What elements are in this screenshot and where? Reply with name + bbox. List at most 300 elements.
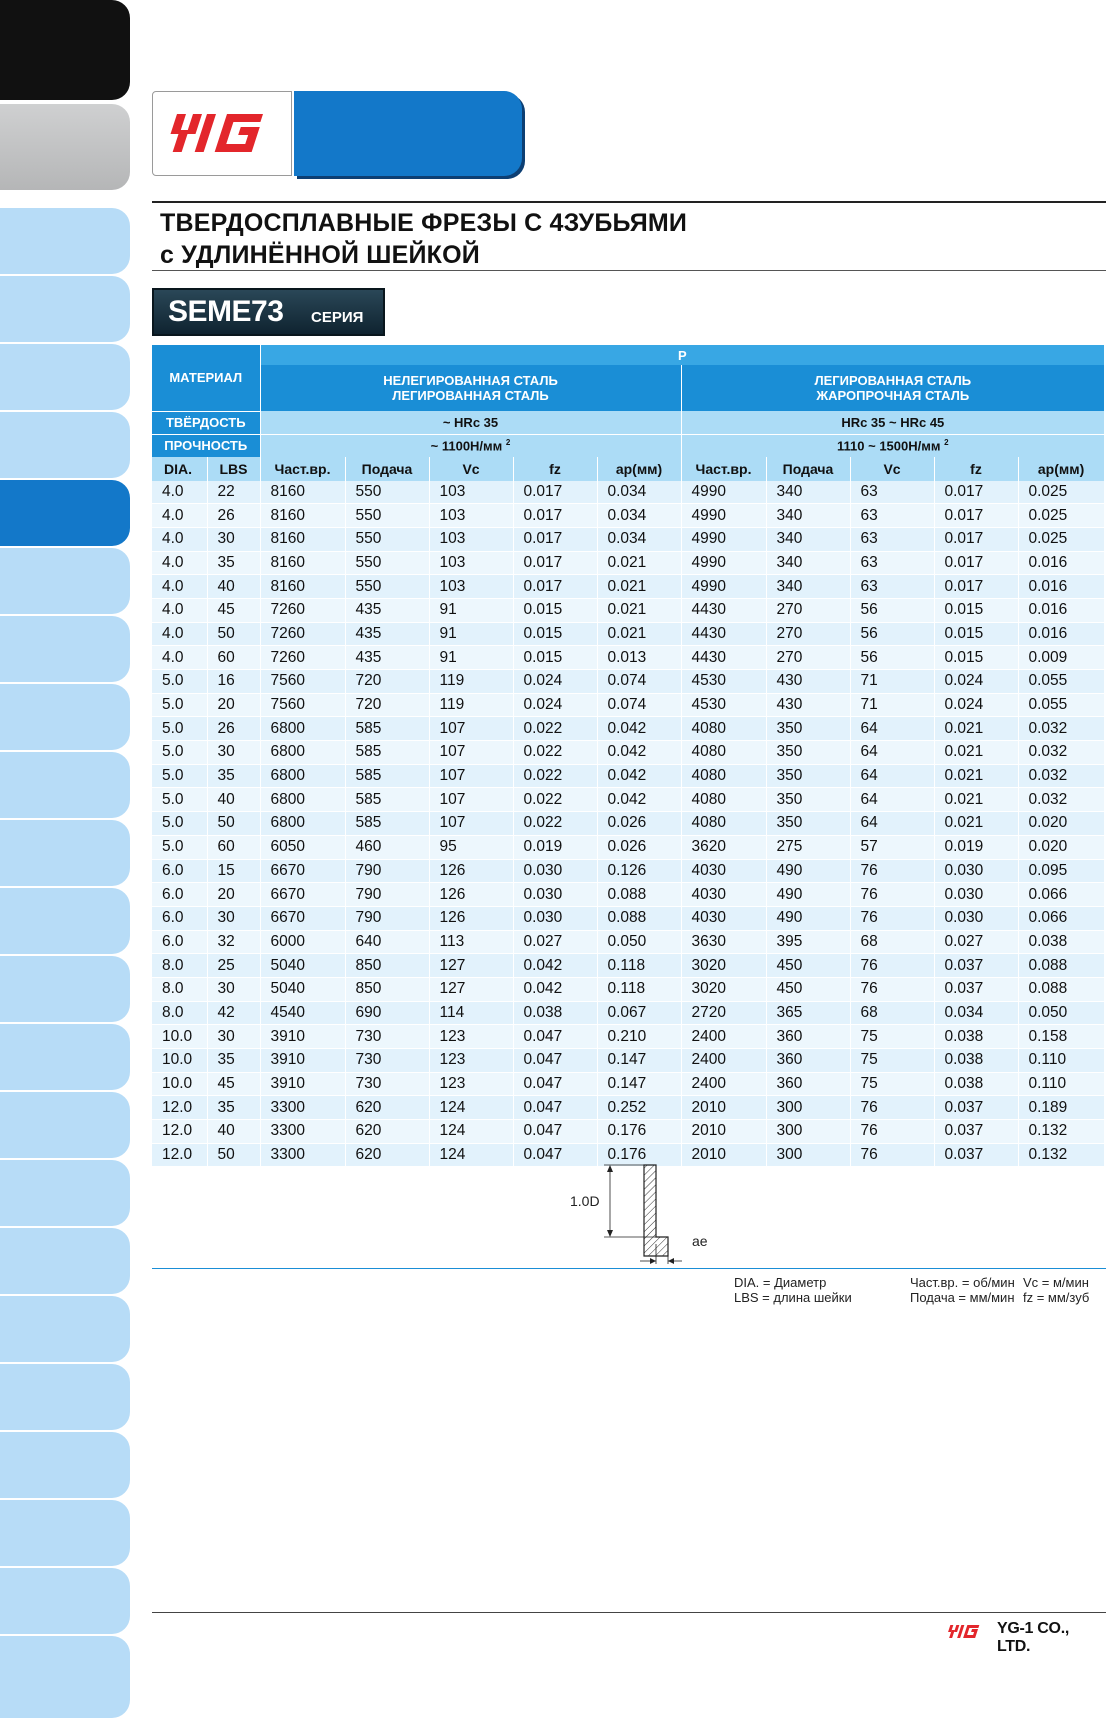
table-cell: 10.0 [152, 1072, 207, 1096]
table-cell: 0.015 [934, 598, 1018, 622]
table-cell: 0.032 [1018, 788, 1104, 812]
side-tab[interactable] [0, 1568, 130, 1634]
table-cell: 5.0 [152, 670, 207, 694]
table-cell: 0.055 [1018, 693, 1104, 717]
title-rule-bottom [152, 270, 1106, 271]
table-cell: 340 [766, 575, 850, 599]
table-cell: 0.020 [1018, 812, 1104, 836]
arrow-head [607, 1230, 613, 1237]
table-cell: 0.032 [1018, 741, 1104, 765]
table-cell: 103 [429, 527, 513, 551]
table-cell: 0.034 [597, 481, 681, 504]
table-cell: 0.074 [597, 670, 681, 694]
table-cell: 107 [429, 741, 513, 765]
table-cell: 350 [766, 788, 850, 812]
table-cell: 430 [766, 693, 850, 717]
table-cell: 550 [345, 527, 429, 551]
table-row [152, 835, 1104, 859]
table-cell: 7560 [260, 670, 345, 694]
series-suffix: СЕРИЯ [311, 309, 364, 326]
table-cell: 3910 [260, 1049, 345, 1073]
table-cell: 0.022 [513, 741, 597, 765]
table-cell: 5040 [260, 954, 345, 978]
table-cell: 42 [207, 1001, 260, 1025]
table-cell: 0.088 [597, 906, 681, 930]
table-cell: 0.095 [1018, 859, 1104, 883]
table-cell: 30 [207, 527, 260, 551]
table-cell: 0.021 [934, 788, 1018, 812]
table-row [152, 741, 1104, 765]
table-cell: 585 [345, 741, 429, 765]
strength-a [260, 434, 681, 457]
table-cell: 0.176 [597, 1143, 681, 1167]
side-tab[interactable] [0, 820, 130, 886]
table-cell: 0.132 [1018, 1120, 1104, 1144]
table-row [152, 646, 1104, 670]
table-cell: 0.158 [1018, 1025, 1104, 1049]
table-cell: 6000 [260, 930, 345, 954]
table-cell: 0.015 [513, 622, 597, 646]
side-tab[interactable] [0, 548, 130, 614]
table-cell: 3630 [681, 930, 766, 954]
side-tab[interactable] [0, 1024, 130, 1090]
table-row [152, 1025, 1104, 1049]
arrow-head [668, 1258, 674, 1264]
table-cell: 6800 [260, 812, 345, 836]
table-cell: 71 [850, 693, 934, 717]
side-tab[interactable] [0, 616, 130, 682]
side-tab[interactable] [0, 684, 130, 750]
table-cell: 63 [850, 504, 934, 528]
table-row [152, 764, 1104, 788]
side-tab[interactable] [0, 752, 130, 818]
table-cell: 76 [850, 954, 934, 978]
table-cell: 0.016 [1018, 575, 1104, 599]
table-cell: 8160 [260, 504, 345, 528]
table-row [152, 504, 1104, 528]
table-cell: 5.0 [152, 835, 207, 859]
table-cell: 3020 [681, 954, 766, 978]
table-cell: 490 [766, 859, 850, 883]
table-cell: 8.0 [152, 954, 207, 978]
table-cell: 0.047 [513, 1049, 597, 1073]
table-cell: 8160 [260, 575, 345, 599]
table-row [152, 670, 1104, 694]
table-cell: 0.021 [597, 598, 681, 622]
table-cell: 490 [766, 883, 850, 907]
table-cell: 107 [429, 788, 513, 812]
table-cell: 585 [345, 764, 429, 788]
table-cell: 0.021 [934, 764, 1018, 788]
strength-label: ПРОЧНОСТЬ [152, 434, 260, 457]
table-cell: 0.037 [934, 977, 1018, 1001]
table-cell: 6800 [260, 788, 345, 812]
table-cell: 30 [207, 906, 260, 930]
table-cell: 123 [429, 1049, 513, 1073]
brand-header [152, 91, 522, 176]
column-header: Подача [766, 457, 850, 481]
table-cell: 730 [345, 1025, 429, 1049]
side-tab[interactable] [0, 1228, 130, 1294]
table-cell: 4.0 [152, 646, 207, 670]
table-cell: 0.019 [513, 835, 597, 859]
table-cell: 340 [766, 551, 850, 575]
table-cell: 790 [345, 859, 429, 883]
table-cell: 76 [850, 977, 934, 1001]
table-cell: 8.0 [152, 977, 207, 1001]
table-cell: 0.009 [1018, 646, 1104, 670]
table-row [152, 859, 1104, 883]
table-cell: 0.030 [934, 906, 1018, 930]
column-header: Vc [850, 457, 934, 481]
table-cell: 64 [850, 764, 934, 788]
company-name: YG-1 CO., LTD. [997, 1620, 1069, 1655]
table-row [152, 883, 1104, 907]
legend-fz: fz = мм/зуб [1023, 1290, 1090, 1305]
table-cell: 107 [429, 717, 513, 741]
column-header: Част.вр. [260, 457, 345, 481]
table-cell: 300 [766, 1143, 850, 1167]
table-cell: 790 [345, 883, 429, 907]
table-cell: 124 [429, 1096, 513, 1120]
title-rule-top [152, 201, 1106, 203]
table-cell: 0.017 [934, 504, 1018, 528]
table-cell: 6800 [260, 741, 345, 765]
table-row [152, 954, 1104, 978]
table-cell: 0.042 [513, 977, 597, 1001]
table-cell: 63 [850, 551, 934, 575]
table-cell: 435 [345, 622, 429, 646]
table-cell: 620 [345, 1120, 429, 1144]
table-cell: 126 [429, 883, 513, 907]
table-cell: 0.088 [1018, 977, 1104, 1001]
table-cell: 63 [850, 527, 934, 551]
material-a [260, 365, 681, 411]
table-cell: 0.074 [597, 693, 681, 717]
table-cell: 8160 [260, 481, 345, 504]
side-tab-active[interactable] [0, 480, 130, 546]
table-cell: 0.042 [597, 717, 681, 741]
table-cell: 0.025 [1018, 481, 1104, 504]
table-cell: 7260 [260, 646, 345, 670]
table-cell: 57 [850, 835, 934, 859]
side-tabs [0, 0, 130, 1718]
table-body [152, 481, 1104, 1167]
table-cell: 0.015 [513, 646, 597, 670]
strength-b [681, 434, 1104, 457]
table-cell: 5.0 [152, 741, 207, 765]
side-tab[interactable] [0, 412, 130, 478]
table-cell: 0.030 [934, 883, 1018, 907]
table-cell: 350 [766, 741, 850, 765]
table-cell: 7260 [260, 598, 345, 622]
table-cell: 550 [345, 551, 429, 575]
table-cell: 3910 [260, 1025, 345, 1049]
table-cell: 4030 [681, 883, 766, 907]
table-cell: 0.017 [513, 481, 597, 504]
table-cell: 4.0 [152, 575, 207, 599]
side-tab[interactable] [0, 276, 130, 342]
table-cell: 0.026 [597, 812, 681, 836]
table-cell: 5.0 [152, 812, 207, 836]
tool-profile [644, 1165, 668, 1256]
table-cell: 91 [429, 646, 513, 670]
table-row [152, 622, 1104, 646]
side-tab[interactable] [0, 1364, 130, 1430]
side-tab[interactable] [0, 344, 130, 410]
table-cell: 0.017 [934, 575, 1018, 599]
table-cell: 4530 [681, 693, 766, 717]
table-cell: 0.066 [1018, 883, 1104, 907]
table-cell: 119 [429, 693, 513, 717]
hardness-label: ТВЁРДОСТЬ [152, 411, 260, 434]
table-cell: 0.042 [597, 788, 681, 812]
table-cell: 0.038 [934, 1025, 1018, 1049]
side-tab[interactable] [0, 208, 130, 274]
table-cell: 0.050 [597, 930, 681, 954]
material-b-line2: ЖАРОПРОЧНАЯ СТАЛЬ [816, 388, 970, 403]
table-cell: 35 [207, 1096, 260, 1120]
table-cell: 0.026 [597, 835, 681, 859]
table-cell: 8160 [260, 527, 345, 551]
legend-feed: Подача = мм/мин [910, 1290, 1015, 1305]
table-cell: 30 [207, 977, 260, 1001]
table-cell: 0.017 [513, 575, 597, 599]
table-cell: 730 [345, 1072, 429, 1096]
table-cell: 350 [766, 764, 850, 788]
table-cell: 0.038 [513, 1001, 597, 1025]
table-cell: 4990 [681, 575, 766, 599]
table-row [152, 1049, 1104, 1073]
table-cell: 103 [429, 504, 513, 528]
table-cell: 12.0 [152, 1120, 207, 1144]
table-cell: 103 [429, 575, 513, 599]
table-cell: 20 [207, 883, 260, 907]
table-cell: 60 [207, 835, 260, 859]
table-cell: 6.0 [152, 883, 207, 907]
table-cell: 4530 [681, 670, 766, 694]
table-cell: 119 [429, 670, 513, 694]
side-tab[interactable] [0, 1500, 130, 1566]
table-cell: 76 [850, 906, 934, 930]
table-cell: 585 [345, 717, 429, 741]
table-cell: 340 [766, 527, 850, 551]
arrow-head [607, 1165, 613, 1172]
table-cell: 6800 [260, 717, 345, 741]
table-cell: 50 [207, 812, 260, 836]
table-cell: 0.015 [934, 646, 1018, 670]
table-cell: 0.019 [934, 835, 1018, 859]
table-cell: 7260 [260, 622, 345, 646]
table-cell: 0.021 [934, 717, 1018, 741]
table-cell: 690 [345, 1001, 429, 1025]
table-cell: 103 [429, 481, 513, 504]
column-header: Vc [429, 457, 513, 481]
side-tab[interactable] [0, 0, 130, 100]
side-tab[interactable] [0, 956, 130, 1022]
table-cell: 0.047 [513, 1025, 597, 1049]
table-cell: 550 [345, 575, 429, 599]
table-cell: 0.066 [1018, 906, 1104, 930]
table-cell: 6.0 [152, 930, 207, 954]
table-cell: 3910 [260, 1072, 345, 1096]
table-cell: 4.0 [152, 504, 207, 528]
hardness-b: HRc 35 ~ HRc 45 [681, 411, 1104, 434]
group-label: P [260, 345, 1104, 365]
table-cell: 0.047 [513, 1143, 597, 1167]
table-cell: 0.037 [934, 1120, 1018, 1144]
table-cell: 0.088 [597, 883, 681, 907]
table-cell: 64 [850, 717, 934, 741]
table-cell: 4080 [681, 788, 766, 812]
table-cell: 71 [850, 670, 934, 694]
table-cell: 76 [850, 1143, 934, 1167]
table-cell: 365 [766, 1001, 850, 1025]
table-row [152, 1120, 1104, 1144]
table-cell: 95 [429, 835, 513, 859]
table-cell: 6670 [260, 859, 345, 883]
table-cell: 0.147 [597, 1049, 681, 1073]
table-cell: 4.0 [152, 622, 207, 646]
table-cell: 0.032 [1018, 764, 1104, 788]
table-cell: 0.024 [934, 670, 1018, 694]
table-cell: 0.015 [934, 622, 1018, 646]
table-cell: 0.147 [597, 1072, 681, 1096]
table-cell: 40 [207, 788, 260, 812]
column-header: DIA. [152, 457, 207, 481]
table-cell: 0.022 [513, 717, 597, 741]
table-cell: 4430 [681, 598, 766, 622]
table-row [152, 1001, 1104, 1025]
material-a-line2: ЛЕГИРОВАННАЯ СТАЛЬ [392, 388, 549, 403]
table-cell: 550 [345, 504, 429, 528]
table-cell: 0.034 [597, 504, 681, 528]
table-cell: 8.0 [152, 1001, 207, 1025]
table-cell: 0.132 [1018, 1143, 1104, 1167]
strength-b-value: 1110 ~ 1500Н/мм [837, 438, 941, 454]
table-cell: 56 [850, 646, 934, 670]
table-cell: 64 [850, 788, 934, 812]
table-cell: 0.017 [934, 481, 1018, 504]
table-cell: 6670 [260, 883, 345, 907]
side-tab[interactable] [0, 104, 130, 190]
table-cell: 0.020 [1018, 835, 1104, 859]
table-cell: 4080 [681, 812, 766, 836]
yg-logo [152, 91, 292, 176]
column-header: LBS [207, 457, 260, 481]
series-badge [152, 288, 385, 336]
table-cell: 20 [207, 693, 260, 717]
side-tab[interactable] [0, 1432, 130, 1498]
table-cell: 4990 [681, 481, 766, 504]
legend-lbs: LBS = длина шейки [734, 1290, 852, 1305]
table-cell: 340 [766, 504, 850, 528]
side-tab[interactable] [0, 1296, 130, 1362]
table-cell: 640 [345, 930, 429, 954]
table-cell: 30 [207, 1025, 260, 1049]
table-cell: 0.189 [1018, 1096, 1104, 1120]
legend-rpm: Част.вр. = об/мин [910, 1275, 1015, 1290]
table-cell: 300 [766, 1096, 850, 1120]
table-cell: 0.025 [1018, 527, 1104, 551]
side-tab[interactable] [0, 1092, 130, 1158]
table-cell: 850 [345, 954, 429, 978]
table-cell: 2010 [681, 1120, 766, 1144]
table-cell: 0.016 [1018, 551, 1104, 575]
table-cell: 5.0 [152, 764, 207, 788]
table-row [152, 812, 1104, 836]
table-cell: 0.024 [513, 693, 597, 717]
table-cell: 0.176 [597, 1120, 681, 1144]
side-tab[interactable] [0, 888, 130, 954]
table-cell: 360 [766, 1049, 850, 1073]
table-cell: 76 [850, 1120, 934, 1144]
table-cell: 0.047 [513, 1072, 597, 1096]
table-cell: 75 [850, 1049, 934, 1073]
table-cell: 4990 [681, 551, 766, 575]
table-cell: 6800 [260, 764, 345, 788]
table-row [152, 1072, 1104, 1096]
footer-rule [152, 1612, 1106, 1613]
table-cell: 3300 [260, 1143, 345, 1167]
table-cell: 430 [766, 670, 850, 694]
cutting-depth-diagram [560, 1160, 740, 1265]
column-header: Част.вр. [681, 457, 766, 481]
table-cell: 0.027 [934, 930, 1018, 954]
table-cell: 4080 [681, 741, 766, 765]
table-cell: 0.021 [934, 812, 1018, 836]
table-cell: 30 [207, 741, 260, 765]
column-header: ap(мм) [1018, 457, 1104, 481]
table-cell: 0.021 [597, 622, 681, 646]
table-row [152, 551, 1104, 575]
table-row [152, 693, 1104, 717]
column-header: ap(мм) [597, 457, 681, 481]
table-cell: 5.0 [152, 693, 207, 717]
side-tab[interactable] [0, 1636, 130, 1718]
hardness-a: ~ HRc 35 [260, 411, 681, 434]
table-cell: 0.042 [597, 764, 681, 788]
table-cell: 0.022 [513, 764, 597, 788]
table-cell: 56 [850, 598, 934, 622]
table-cell: 22 [207, 481, 260, 504]
side-tab[interactable] [0, 1160, 130, 1226]
table-cell: 0.017 [513, 527, 597, 551]
table-cell: 12.0 [152, 1143, 207, 1167]
page-title [160, 207, 687, 271]
table-cell: 4.0 [152, 551, 207, 575]
table-cell: 435 [345, 598, 429, 622]
legend-vc-fz [1023, 1275, 1089, 1305]
table-cell: 0.210 [597, 1025, 681, 1049]
table-cell: 360 [766, 1025, 850, 1049]
table-row [152, 1096, 1104, 1120]
table-cell: 0.042 [597, 741, 681, 765]
table-cell: 0.013 [597, 646, 681, 670]
table-cell: 0.017 [513, 551, 597, 575]
table-cell: 91 [429, 622, 513, 646]
table-cell: 45 [207, 1072, 260, 1096]
cutting-data-table [152, 345, 1105, 1167]
material-b [681, 365, 1104, 411]
table-cell: 4030 [681, 859, 766, 883]
table-cell: 0.118 [597, 954, 681, 978]
table-cell: 60 [207, 646, 260, 670]
table-cell: 3300 [260, 1120, 345, 1144]
table-cell: 50 [207, 622, 260, 646]
table-cell: 790 [345, 906, 429, 930]
table-cell: 50 [207, 1143, 260, 1167]
